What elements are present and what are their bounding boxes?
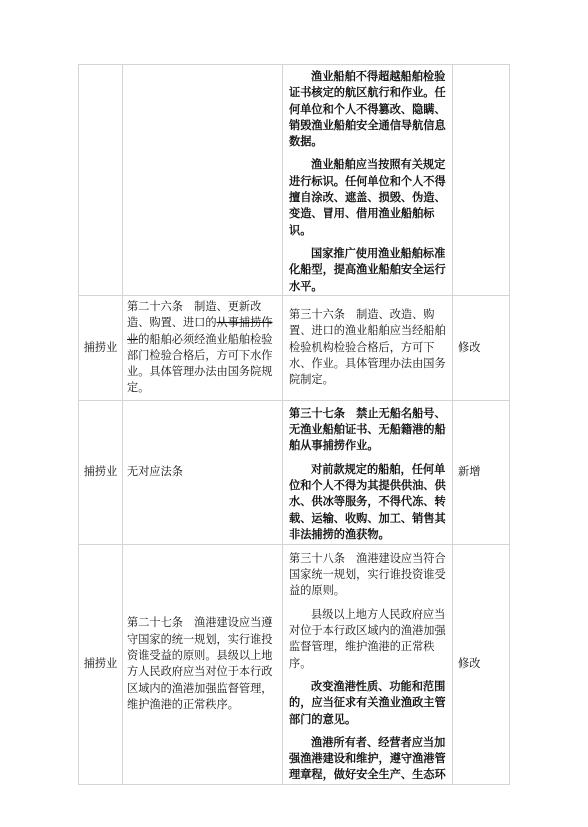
- new-text-cell: [283, 400, 453, 544]
- new-paragraph: 第三十八条 渔港建设应当符合国家统一规划，实行谁投资谁受益的原则。: [289, 551, 446, 598]
- old-text-before: 第二十六条 制造、更新改造、购置、进口的: [127, 299, 262, 330]
- comparison-table: [78, 64, 510, 785]
- new-paragraph: 第三十七条 禁止无船名船号、无渔业船舶证书、无船籍港的船舶从事捕捞作业。: [289, 406, 446, 453]
- new-text-cell: 第三十六条 制造、改造、购置、进口的渔业船舶应当经船舶检验机构检验合格后，方可下水、作业。具体管理办法由国务院制定。: [283, 295, 453, 400]
- new-text-cell: [283, 65, 453, 296]
- change-type-cell: [453, 65, 510, 296]
- change-type-cell: 修改: [453, 295, 510, 400]
- table-row: [79, 295, 510, 400]
- new-paragraph: 国家推广使用渔业船舶标准化船型，提高渔业船舶安全运行水平。: [289, 246, 446, 293]
- old-text-cell: [123, 295, 283, 400]
- new-paragraph: 渔业船舶应当按照有关规定进行标识。任何单位和个人不得擅自涂改、遮盖、损毁、伪造、变造、冒用、借用渔业船舶标识。: [289, 158, 446, 237]
- old-text-cell: 无对应法条: [123, 400, 283, 544]
- category-cell: 捕捞业: [79, 400, 123, 544]
- new-paragraph: 县级以上地方人民政府应当对位于本行政区域内的渔港加强监督管理，维护渔港的正常秩序。: [289, 607, 446, 670]
- old-text-cell: 第二十七条 渔港建设应当遵守国家的统一规划，实行谁投资谁受益的原则。县级以上地方人民政府应当对位于本行政区域内的渔港加强监督管理，维护渔港的正常秩序。: [123, 544, 283, 784]
- change-type-cell: 修改: [453, 544, 510, 784]
- new-paragraph: 渔港所有者、经营者应当加强渔港建设和维护，遵守渔港管理章程，做好安全生产、生态环: [289, 735, 446, 782]
- table-row: [79, 400, 510, 544]
- old-text-cell: [123, 65, 283, 296]
- new-text-cell: [283, 544, 453, 784]
- old-text-after: 的船舶必须经渔业船舶检验部门检验合格后，方可下水作业。具体管理办法由国务院规定。: [127, 332, 273, 395]
- table-row: [79, 65, 510, 296]
- new-paragraph: 对前款规定的船舶，任何单位和个人不得为其提供供油、供水、供冰等服务，不得代冻、转载、运输、收购、加工、销售其非法捕捞的渔获物。: [289, 462, 446, 541]
- deleted-text: 从事捕捞作业: [127, 316, 273, 346]
- new-paragraph: 改变渔港性质、功能和范围的，应当征求有关渔业渔政主管部门的意见。: [289, 679, 446, 726]
- change-type-cell: 新增: [453, 400, 510, 544]
- category-cell: 捕捞业: [79, 295, 123, 400]
- category-cell: [79, 65, 123, 296]
- category-cell: 捕捞业: [79, 544, 123, 784]
- table-row: [79, 544, 510, 784]
- new-paragraph: 渔业船舶不得超越船舶检验证书核定的航区航行和作业。任何单位和个人不得篡改、隐瞒、销毁渔业船舶安全通信导航信息数据。: [289, 70, 446, 149]
